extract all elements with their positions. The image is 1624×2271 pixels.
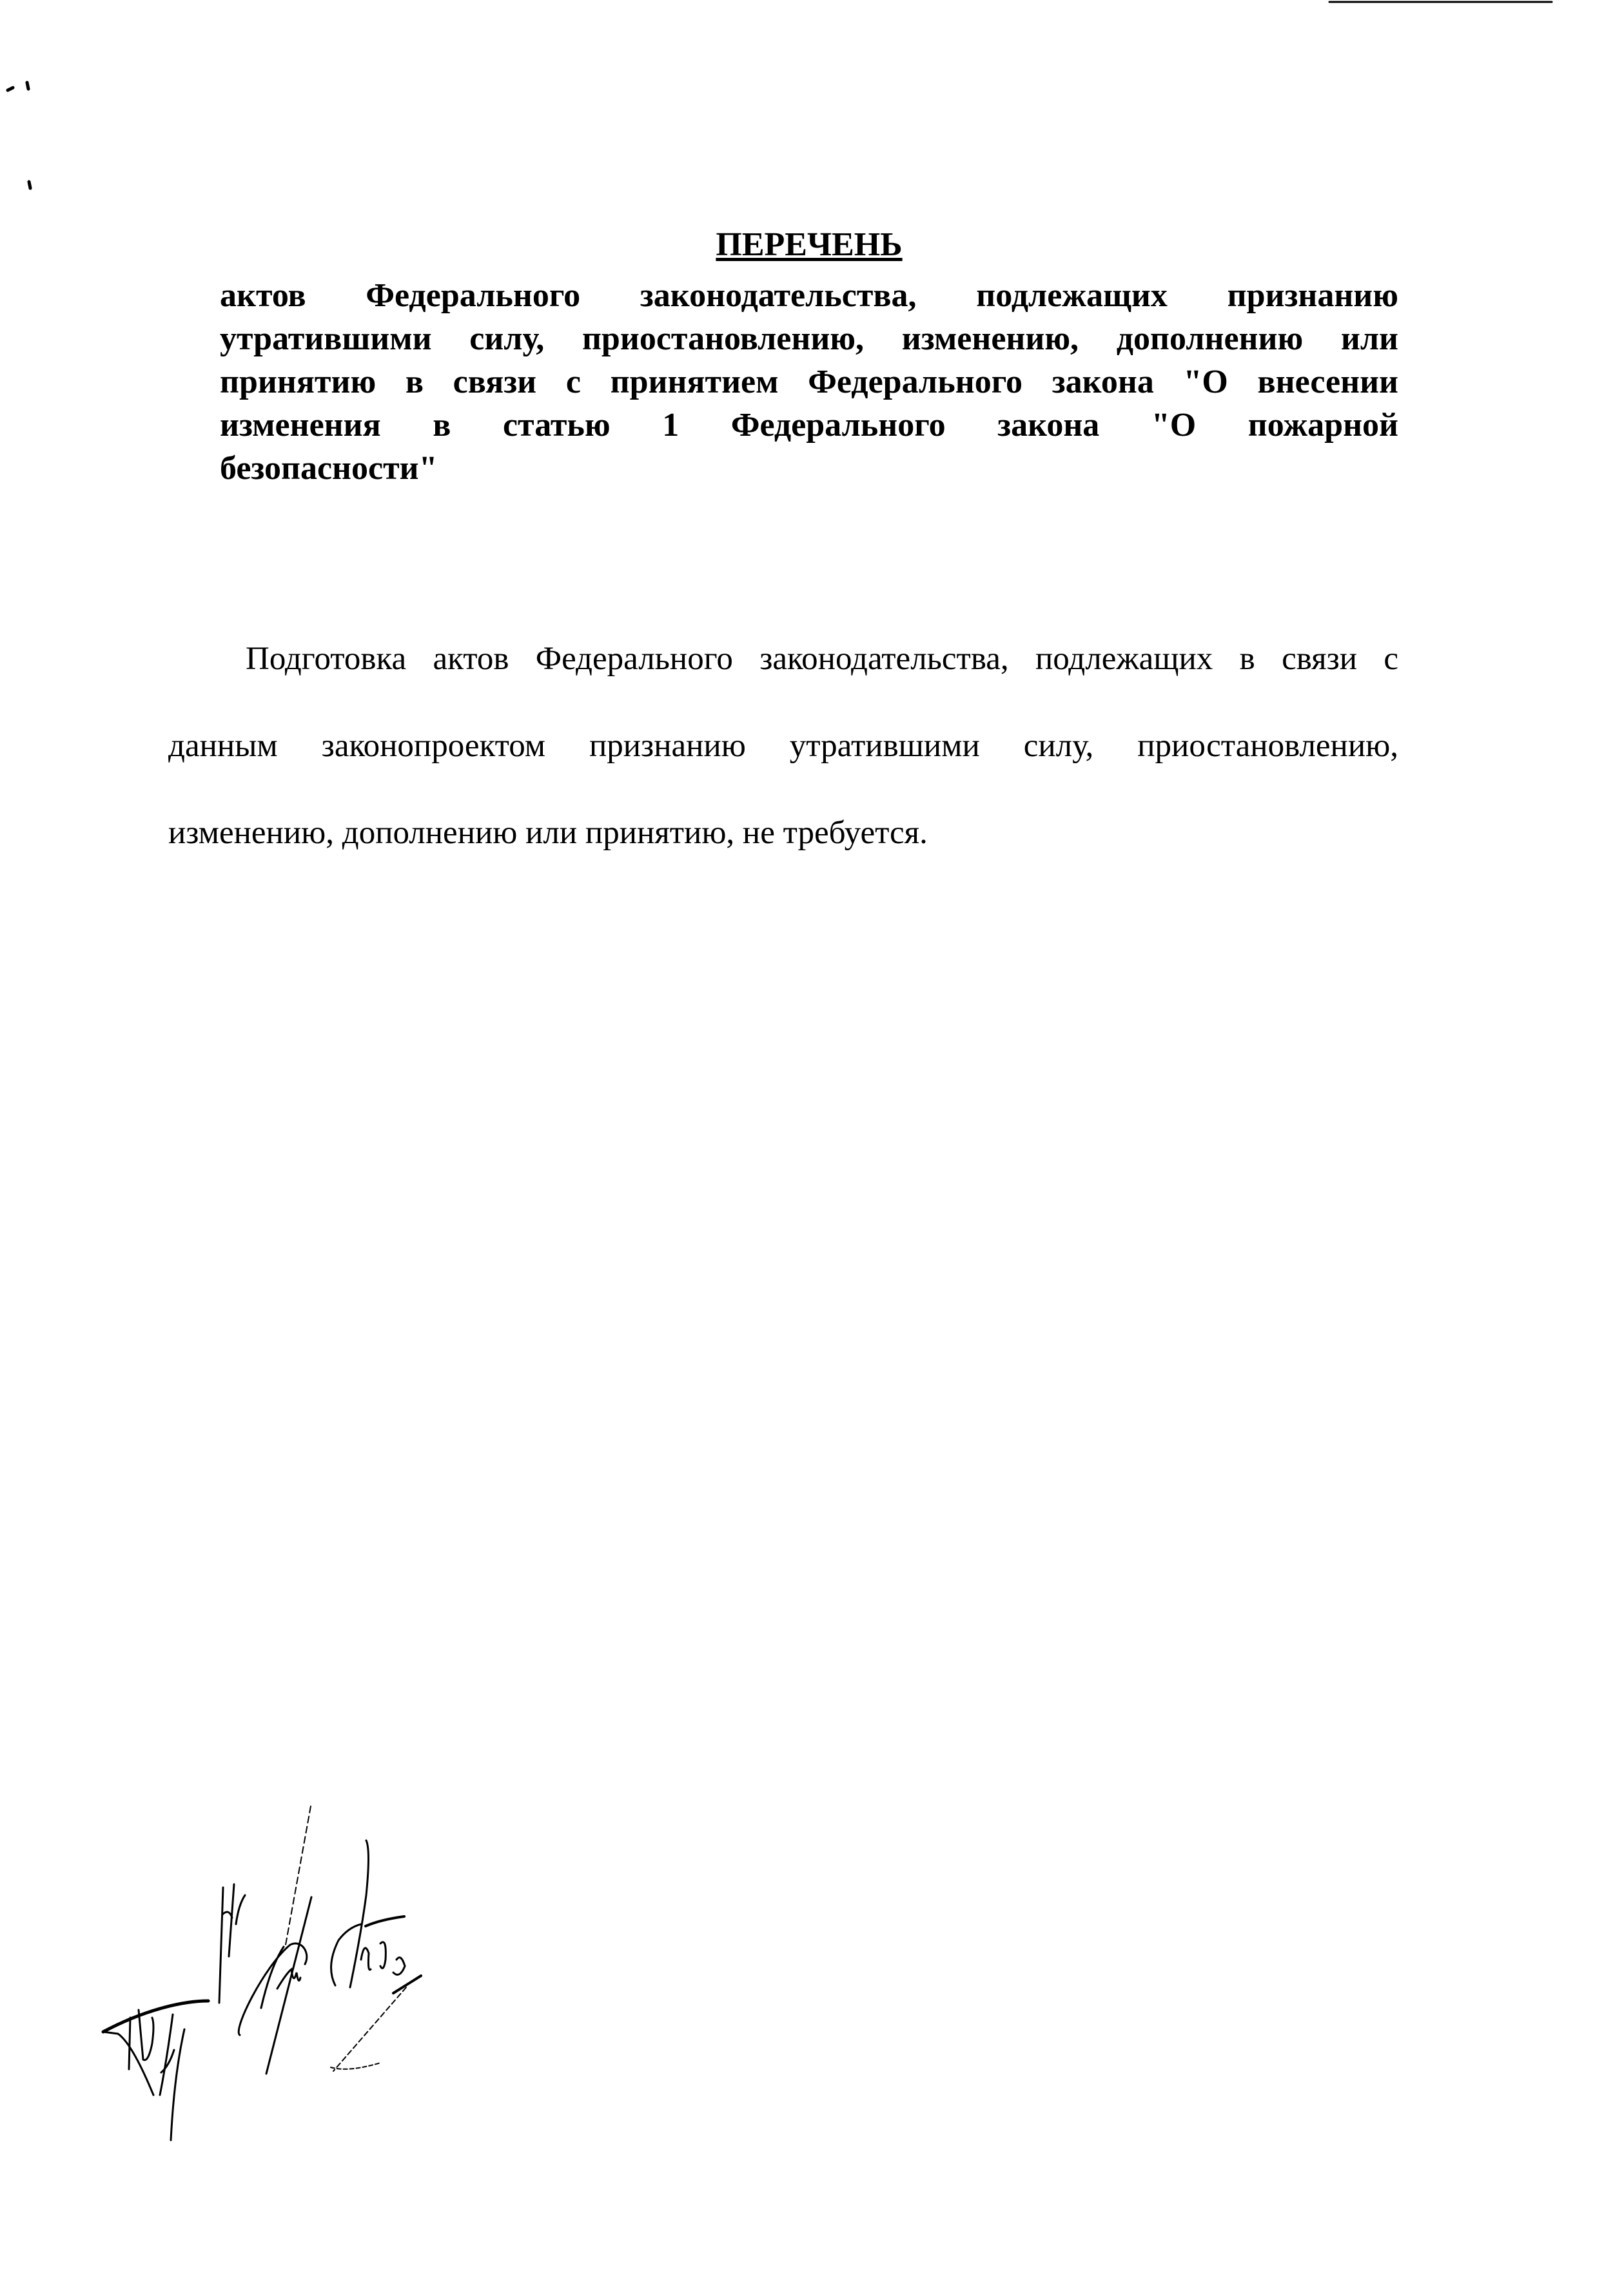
scan-speck bbox=[8, 83, 30, 188]
signature-3 bbox=[239, 1806, 311, 2074]
signature-4 bbox=[331, 1840, 421, 2071]
document-title: ПЕРЕЧЕНЬ bbox=[716, 226, 903, 263]
body-line: изменению, дополнению или принятию, не требуется. bbox=[168, 815, 928, 851]
subtitle-line: изменения в статью 1 Федерального закона "О пожарной bbox=[220, 407, 1398, 443]
subtitle-line: безопасности" bbox=[220, 450, 438, 487]
body-line: Подготовка актов Федерального законодательства, подлежащих в связи с bbox=[246, 641, 1398, 677]
signature-2 bbox=[219, 1884, 245, 2003]
subtitle-line: актов Федерального законодательства, подлежащих признанию bbox=[220, 277, 1398, 314]
body-line: данным законопроектом признанию утратившими силу, приостановлению, bbox=[168, 728, 1398, 764]
subtitle-line: принятию в связи с принятием Федерального закона "О внесении bbox=[220, 364, 1398, 400]
signature-1 bbox=[103, 2001, 208, 2140]
subtitle-line: утратившими силу, приостановлению, изменению, дополнению или bbox=[220, 320, 1398, 357]
